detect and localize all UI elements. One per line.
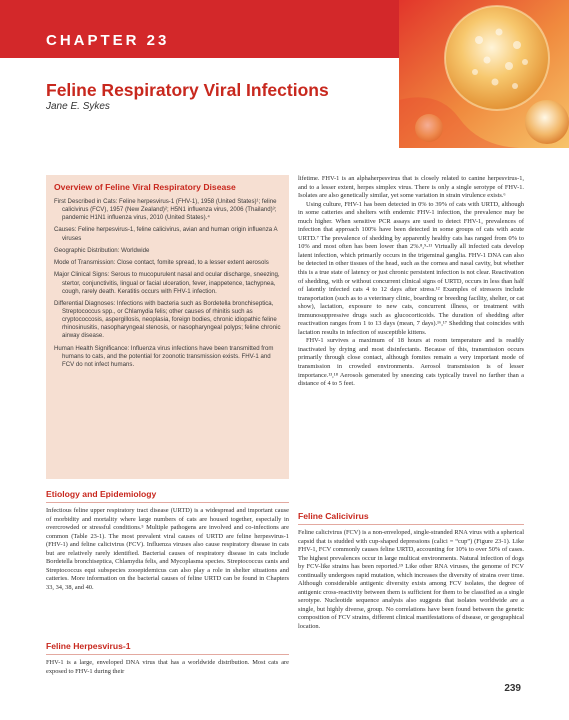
page-number: 239: [504, 683, 521, 694]
overview-item: Geographic Distribution: Worldwide: [54, 246, 150, 254]
overview-item: Major Clinical Signs: Serous to mucopurulent nasal and ocular discharge, sneezing, stertor, conjunctivitis, lingual or facial ulceration, fever, inappetence, tachypnea, cough, rarely death. Keratitis occurs with FHV-1 infection.: [54, 271, 280, 295]
chapter-title: Feline Respiratory Viral Infections: [46, 80, 329, 100]
overview-item: Human Health Significance: Influenza virus infections have been transmitted from humans to cats, and the potential for zoonotic transmission exists. FHV-1 and FCV do not infect humans.: [54, 344, 274, 368]
section-heading-calicivirus: Feline Calicivirus: [298, 511, 369, 521]
virus-illustration: [399, 0, 569, 148]
section-heading-herpesvirus: Feline Herpesvirus-1: [46, 641, 131, 651]
chapter-label: CHAPTER 23: [46, 32, 170, 49]
overview-item: Differential Diagnoses: Infections with bacteria such as Bordetella bronchiseptica, Streptococcus spp., or Chlamydia felis; other causes of rhinitis such as cryptococcosis, aspergillosis, neoplasia, foreign bodies, chronic idiopathic feline rhinosinusitis, nasopharyngeal stenosis, or nasopharyngeal polyps; feline chronic airway disease.: [54, 299, 281, 340]
section-divider: [46, 654, 289, 655]
herpes-paragraph: lifetime. FHV-1 is an alphaherpesvirus that is closely related to canine herpesvirus-1, and to a lesser extent, herpes simplex virus. There is only a single serotype of FHV-1. Isolates are also genetically similar, yet some variation in strain virulence exists.⁶: [298, 175, 524, 200]
overview-item: First Described in Cats: Feline herpesvirus-1 (FHV-1), 1958 (United States)¹; feline calicivirus (FCV), 1957 (New Zealand)²; H5N1 influenza virus, 2006 (Thailand)³; pandemic H1N1 influenza virus, 2010 (United States).⁴: [54, 198, 277, 222]
section-divider: [298, 524, 524, 525]
herpes-paragraph: Using culture, FHV-1 has been detected in 0% to 39% of cats with URTD, although in some catteries and shelters with endemic FHV-1 infection, the prevalence may be much higher. When sensitive PCR assays are used to detect FHV-1, prevalences of infection that approach 100% have been detected in some groups of cats with acute URTD.⁷ The prevalence of shedding by apparently healthy cats has ranged from 0% to 10% and most often has been lower than 2%.⁸,⁹-¹¹ Virtually all infected cats develop latent infection, which primarily occurs in the trigeminal ganglia. FHV-1 DNA can also be detected in other tissues of the head, such as the cornea and nasal cavity, but whether this is a true state of latency or just chronic persistent infection is not clear. Reactivation of shedding, with or without concurrent clinical signs of URTD, occurs in less than half of latently infected cats 4 to 12 days after stress.¹² Examples of stressors include transportation (such as to a veterinary clinic, boarding or breeding facility, shelter, or cat show), lactation, exposure to new cats, concurrent illness, or treatment with immunosuppressive drugs such as glucocorticoids. The duration of shedding after reactivation ranges from 1 to 13 days (mean, 7 days).¹⁶,¹⁷ Shedding that coincides with lactation results in infection of susceptible kittens.: [298, 200, 524, 336]
herpes-text-left: [46, 659, 289, 676]
calici-paragraph: Feline calicivirus (FCV) is a non-enveloped, single-stranded RNA virus with a spherical capsid that is studded with cup-shaped depressions (calici = “cup”) (Figure 23-1). Like FHV-1, FCV commonly causes feline URTD, accounting for 10% to over 50% of cases. The highest prevalences occur in large multicat environments. Natural infection of dogs by FCV-like strains has been reported.¹⁹ Like other RNA viruses, the genome of FCV continually undergoes rapid mutation, which increases the diversity of strains over time. Although considerable antigenic diversity exists among FCV isolates, the degree of antigenic cross-reactivity between them is sufficient for them to be classified as a single serotype. Nucleotide sequence analysis also suggests that isolates worldwide are a single, but highly diverse, group. No correlations have been found between the genetic composition of FCV strains, different clinical manifestations of disease, or geographical location.: [298, 529, 524, 631]
overview-item: Mode of Transmission: Close contact, fomite spread, to a lesser extent aerosols: [54, 259, 269, 267]
herpes-paragraph: FHV-1 survives a maximum of 18 hours at room temperature and is readily inactivated by drying and most disinfectants. Because of this, transmission occurs primarily through close contact, although fomites remain a very important mode of transmission in crowded environments. Aerosol transmission is of lesser importance.¹³,¹⁸ Aerosols generated by sneezing cats typically travel no farther than a distance of 4 to 5 feet.: [298, 337, 524, 388]
overview-item: Causes: Feline herpesvirus-1, feline calicivirus, avian and human origin influenza A viruses: [54, 226, 278, 242]
herpes-paragraph: FHV-1 is a large, enveloped DNA virus that has a worldwide distribution. Most cats are exposed to FHV-1 during their: [46, 659, 289, 675]
calici-text: [298, 529, 524, 632]
section-divider: [46, 502, 289, 503]
etiology-text: [46, 507, 289, 592]
author-name: Jane E. Sykes: [46, 101, 110, 112]
overview-box: [46, 175, 289, 479]
herpes-text-right: [298, 175, 524, 389]
section-heading-etiology: Etiology and Epidemiology: [46, 489, 157, 499]
etiology-paragraph: Infectious feline upper respiratory tract disease (URTD) is a widespread and important cause of morbidity and mortality where large numbers of cats are housed together, especially in overcrowded or stressful conditions.⁵ Multiple pathogens are involved and co-infections are common (Table 23-1). The most prevalent viral causes of URTD are feline herpesvirus-1 (FHV-1) and feline calicivirus (FCV). Influenza viruses also cause respiratory disease in cats but are relatively rarely identified. Bacterial causes of respiratory disease in cats include Bordetella bronchiseptica, Chlamydia felis, and Mycoplasma species. Streptococcus canis and Streptococcus equi subspecies zooepidemicus can also play a role in shelter situations and catteries. More information on the bacterial causes of feline URTD can be found in Chapters 33, 34, 38, and 40.: [46, 507, 289, 591]
overview-title: Overview of Feline Viral Respiratory Disease: [54, 182, 236, 192]
